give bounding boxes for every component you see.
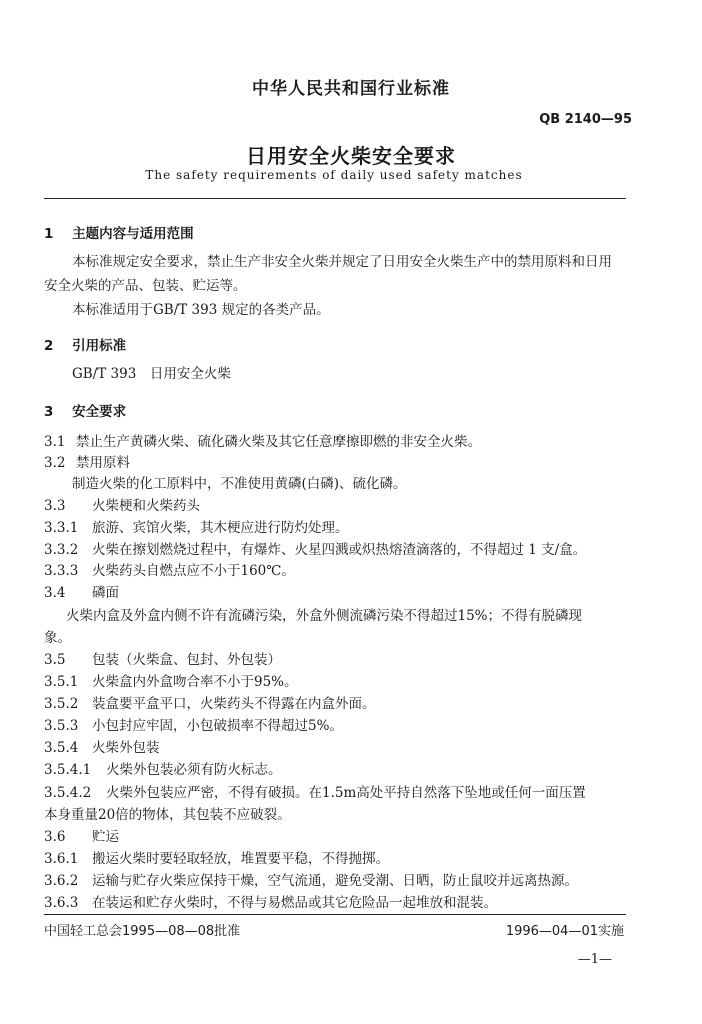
clause-text: 禁止生产黄磷火柴、硫化磷火柴及其它任意摩擦即燃的非安全火柴。 [76,434,481,450]
clause-number: 3.1 [44,434,66,450]
clause-text: 火柴在擦划燃烧过程中，有爆炸、火星四溅或炽热熔渣滴落的，不得超过 1 支/盒。 [92,542,587,558]
section-number: 1 [44,226,54,242]
clause-3-5-2 [44,692,376,712]
clause-text: 制造火柴的化工原料中，不准使用黄磷(白磷)、硫化磷。 [72,476,407,492]
clause-text: 象。 [44,630,71,646]
clause-3-5 [44,648,281,668]
page-number: —1— [577,952,612,967]
effective-date: 1996—04—01实施 [505,924,624,939]
clause-3-5-1 [44,670,298,690]
clause-3-6-1 [44,847,389,867]
clause-number: 3.3 [44,498,66,514]
clause-text: 火柴外包装应严密，不得有破损。在1.5m高处平持自然落下坠地或任何一面压置 [106,785,586,801]
clause-text: 搬运火柴时要轻取轻放，堆置要平稳，不得抛掷。 [92,851,389,867]
document-title: 日用安全火柴安全要求 [246,144,456,168]
clause-number: 3.5 [44,652,66,668]
paragraph-line: 本标准适用于GB/T 393 规定的各类产品。 [72,302,330,318]
section-2-heading [44,334,126,354]
section-title: 引用标准 [72,338,127,354]
clause-number: 3.3.3 [44,563,79,579]
clause-3-3 [44,494,200,514]
clause-text: 火柴外包装 [92,740,160,756]
section-number: 2 [44,338,54,354]
clause-text: 在装运和贮存火柴时，不得与易燃品或其它危险品一起堆放和混装。 [92,895,497,911]
approval-note: 中国轻工总会1995—08—08批准 [44,924,241,939]
clause-3-5-4-1 [44,758,282,778]
section-title: 主题内容与适用范围 [72,226,194,242]
clause-3-1 [44,430,481,450]
section-3-heading [44,400,126,420]
clause-text: 包装（火柴盒、包封、外包装） [92,652,281,668]
clause-3-6-2 [44,869,578,889]
standard-code: QB 2140—95 [539,112,632,127]
clause-number: 3.4 [44,585,66,601]
clause-text: 磷面 [92,585,119,601]
clause-text: 火柴药头自燃点应不小于160℃。 [92,563,295,579]
clause-3-4 [44,581,119,601]
clause-number: 3.6.3 [44,895,79,911]
clause-text: 火柴外包装必须有防火标志。 [106,762,282,778]
clause-text: 旅游、宾馆火柴，其木梗应进行防灼处理。 [92,520,349,536]
clause-text: 火柴梗和火柴药头 [92,498,200,514]
clause-3-6-3 [44,891,497,911]
paragraph-line: 安全火柴的产品、包装、贮运等。 [44,278,247,294]
clause-text: 禁用原料 [76,455,130,471]
clause-3-5-4-2 [44,781,586,801]
clause-number: 3.6.1 [44,851,79,867]
clause-3-2 [44,451,130,471]
clause-number: 3.6.2 [44,873,79,889]
clause-number: 3.5.4.1 [44,762,92,778]
clause-text: 火柴盒内外盒吻合率不小于95%。 [92,674,298,690]
clause-number: 3.5.4.2 [44,785,92,801]
clause-text: 本身重量20倍的物体，其包装不应破裂。 [44,807,291,823]
clause-3-6 [44,825,119,845]
section-number: 3 [44,404,54,420]
clause-number: 3.2 [44,455,66,471]
clause-number: 3.3.2 [44,542,79,558]
reference-item: GB/T 393 日用安全火柴 [72,366,231,382]
clause-3-3-2 [44,538,586,558]
section-title: 安全要求 [72,404,127,420]
clause-3-3-3 [44,559,295,579]
clause-number: 3.5.1 [44,674,79,690]
clause-number: 3.3.1 [44,520,79,536]
header-divider [44,198,626,199]
clause-text: 贮运 [92,829,119,845]
clause-text: 火柴内盒及外盒内侧不许有流磷污染，外盒外侧流磷污染不得超过15%；不得有脱磷现 [66,608,583,624]
clause-number: 3.6 [44,829,66,845]
document-title-en: The safety requirements of daily used safety matches [145,168,523,182]
org-title: 中华人民共和国行业标准 [252,79,450,99]
clause-number: 3.5.3 [44,718,79,734]
clause-text: 小包封应牢固，小包破损率不得超过5%。 [92,718,343,734]
paragraph-line: 本标准规定安全要求，禁止生产非安全火柴并规定了日用安全火柴生产中的禁用原料和日用 [72,254,612,270]
footer-divider [44,914,626,915]
section-1-heading [44,222,194,242]
clause-number: 3.5.2 [44,696,79,712]
clause-text: 运输与贮存火柴应保持干燥，空气流通，避免受潮、日晒，防止鼠咬并远离热源。 [92,873,578,889]
clause-3-5-4 [44,736,160,756]
clause-3-3-1 [44,516,349,536]
clause-3-5-3 [44,714,343,734]
clause-text: 装盒要平盒平口，火柴药头不得露在内盒外面。 [92,696,376,712]
clause-number: 3.5.4 [44,740,79,756]
